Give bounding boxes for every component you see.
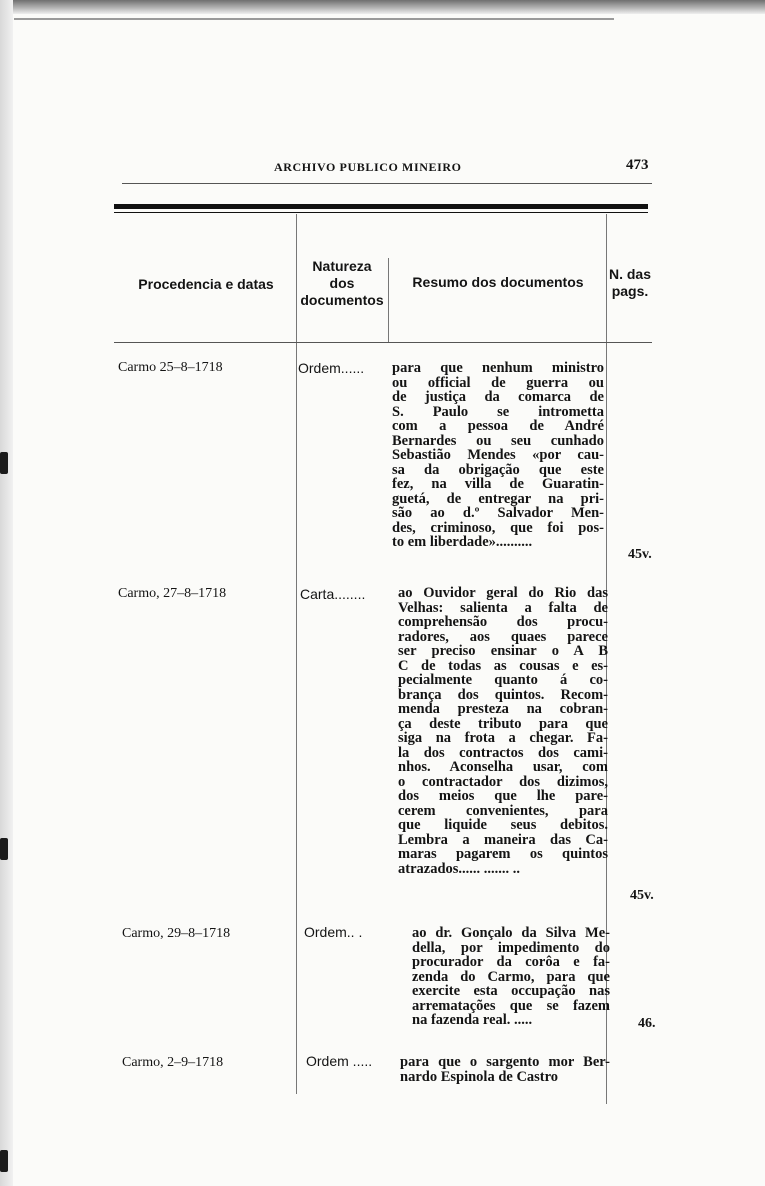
table-top-rule-thin — [114, 212, 648, 213]
column-header-procedencia: Procedencia e datas — [138, 276, 274, 292]
scan-mark — [0, 452, 8, 474]
header-rule — [122, 183, 652, 184]
entry-pags: 45v. — [630, 888, 654, 903]
entry-natureza: Ordem ..... — [306, 1053, 373, 1069]
entry-procedencia: Carmo, 27–8–1718 — [118, 586, 227, 601]
entry-resumo: ao dr. Gonçalo da Silva Me- della, por impedimento do procurador da corôa e fa- zenda do Carmo, para que exercite esta occupação nas arrematações que se fazem na fazenda real. ..... — [412, 925, 610, 1028]
column-divider — [388, 258, 389, 343]
entry-resumo: ao Ouvidor geral do Rio das Velhas: salienta a falta de comprehensão dos procu- radores, aos quaes parece ser preciso ensinar o A B C de todas as cousas e es- pecialmente quanto á co- brança dos quintos. Recom- menda presteza na cobran- ça deste tributo para que siga na frota a chegar. Fa- la dos contractos dos cami- nhos. Aconselha usar, com o contractador dos dizimos, dos meios que lhe pare- cerem convenientes, para que liquide seus debitos. Lembra a maneira das Ca- maras pagarem os quintos atrazados...... ....... .. — [398, 585, 608, 877]
entry-natureza: Ordem...... — [298, 360, 365, 376]
entry-natureza: Carta........ — [300, 586, 366, 602]
entry-pags: 46. — [638, 1016, 656, 1031]
header-bottom-rule — [114, 342, 652, 343]
running-head: ARCHIVO PUBLICO MINEIRO — [274, 160, 462, 174]
column-header-pags: N. das pags. — [608, 266, 651, 299]
scan-mark — [0, 1150, 8, 1172]
entry-resumo: para que nenhum ministro ou official de guerra ou de justiça da comarca de S. Paulo se intrometta com a pessoa de André Bernardes ou seu cunhado Sebastião Mendes «por cau- sa da obrigação que este fez, na villa de Guaratin- guetá, de entregar na pri- são ao d.º Salvador Men- des, criminoso, que foi pos- to em liberdade».......... — [392, 360, 604, 550]
page-number: 473 — [626, 157, 649, 173]
column-divider — [296, 214, 297, 1094]
scan-line — [14, 18, 614, 20]
column-header-natureza: Natureza dos documentos — [300, 258, 384, 308]
scan-mark — [0, 838, 8, 860]
scan-left-edge — [0, 0, 13, 1186]
entry-procedencia: Carmo 25–8–1718 — [118, 360, 223, 375]
entry-natureza: Ordem.. . — [304, 924, 363, 940]
column-header-resumo: Resumo dos documentos — [412, 274, 584, 290]
table-top-rule — [114, 204, 648, 209]
scan-top-edge — [0, 0, 765, 14]
entry-procedencia: Carmo, 29–8–1718 — [122, 926, 231, 941]
entry-procedencia: Carmo, 2–9–1718 — [122, 1055, 224, 1070]
entry-resumo: para que o sargento mor Ber- nardo Espinola de Castro — [400, 1054, 610, 1085]
entry-pags: 45v. — [628, 547, 652, 562]
